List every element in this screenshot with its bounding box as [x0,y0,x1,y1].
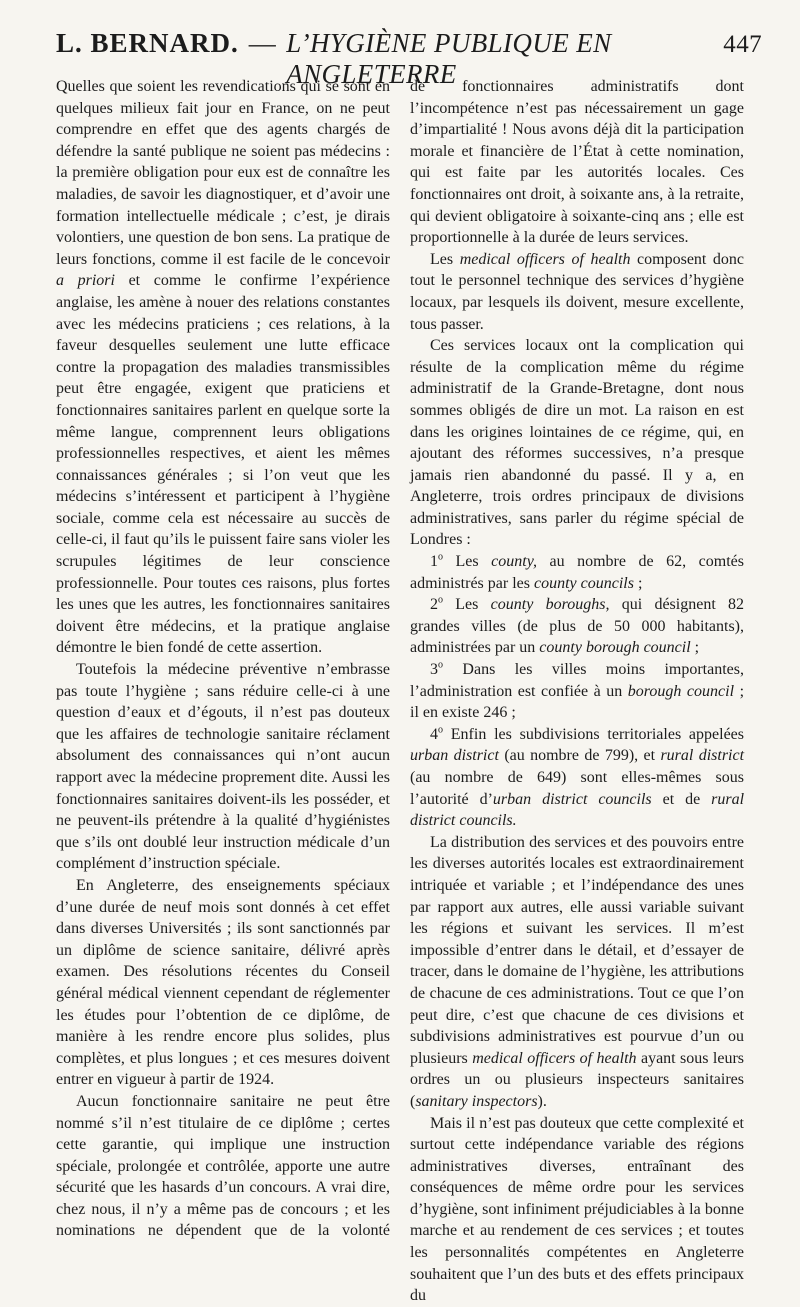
list-item: 3$^o$ Dans les villes moins importantes, l’administration est confiée à un borough council ; il en existe 246 ; [410,659,745,722]
list-item: 4$^o$ Enfin les subdivisions territoriales appelées urban district (au nombre de 799), et rural district (au nombre de 649) sont elles-mêmes sous l’autorité d’urban district councils et de rural district councils. [410,724,745,830]
left-column [56,76,390,1242]
right-column [410,76,744,1307]
paragraph: Aucun fonctionnaire sanitaire ne peut être nommé s’il n’est titulaire de ce diplôme ; certes cette garantie, qui implique une instruction spéciale, prolongée et contrôlée, apporte une autre sécurité que les hasards d’un concours. A vrai dire, chez nous, il n’y a même pas de concours ; et les nominations ne dépendent que de la volonté [56,1092,390,1240]
paragraph: En Angleterre, des enseignements spéciaux d’une durée de neuf mois sont donnés à cet effet dans diverses Universités ; ils sont sanctionnés par un diplôme de science sanitaire, délivré après examen. Des résolutions récentes du Conseil général médical viennent cependant de réglementer les études pour l’obtention de ce diplôme, de manière à les rendre encore plus solides, plus complètes, et plus longues ; et ces mesures doivent entrer en vigueur à partir de 1924. [56,876,390,1089]
paragraph: Quelles que soient les revendications qui se sont en quelques milieux fait jour en France, on ne peut comprendre en effet que des agents chargés de défendre la santé publique ne soient pas médecins : la première obligation pour eux est de connaître les maladies, de savoir les diagnostiquer, et d’avoir une formation intellectuelle médicale ; c’est, je dirais volontiers, une question de bon sens. La pratique de leurs fonctions, comme il est facile de le concevoir a priori et comme le confirme l’expérience anglaise, les amène à nouer des relations constantes avec les médecins praticiens ; ces relations, à la faveur desquelles seulement une lutte efficace contre la propagation des maladies transmissibles peut être engagée, exigent que praticiens et fonctionnaires sanitaires parlent en quelque sorte la même langue, comprennent leurs obligations professionnelles respectives, et aient les mêmes connaissances générales ; si l’on veut que les médecins s’intéressent et participent à l’hygiène sociale, comme cela est nécessaire au succès de celle-ci, il faut qu’ils le puissent faire sans violer les scrupules légitimes de leur conscience professionnelle. Pour toutes ces raisons, plus fortes les unes que les autres, les fonctionnaires sanitaires doivent être médecins, et la pratique anglaise démontre le bien fondé de cette assertion. [56,78,390,657]
header-author: L. BERNARD. [56,28,239,58]
list-item: 1$^o$ Les county, au nombre de 62, comtés administrés par les county councils ; [410,551,744,592]
paragraph: de fonctionnaires administratifs dont l’incompétence n’est pas nécessairement un gage d’impartialité ! Nous avons déjà dit la participation morale et financière de l’État à cette nomination, qui est faite par les autorités locales. Ces fonctionnaires ont droit, à soixante ans, à la retraite, qui devient obligatoire à soixante-cinq ans ; elle est proportionnelle à la durée de leurs services. [410,78,744,247]
paragraph: Les medical officers of health composent donc tout le personnel technique des services d’hygiène locaux, par lesquels ils doivent, mesure excellente, tous passer. [410,250,745,333]
header-separator: — [248,28,277,58]
paragraph: Ces services locaux ont la complication qui résulte de la complication même du régime administratif de la Grande-Bretagne, dont nous sommes obligés de dire un mot. La raison en est dans les origines lointaines de ce régime, qui, en ajoutant des réformes successives, n’a presque jamais rien abandonné du passé. Il y a, en Angleterre, trois ordres principaux de divisions administratives, sans parler du régime spécial de Londres : [410,337,744,549]
list-item: 2$^o$ Les county boroughs, qui désignent 82 grandes villes (de plus de 50 000 habitants), administrées par un county borough council ; [410,594,745,657]
header-title: L’HYGIÈNE PUBLIQUE EN ANGLETERRE [286,28,612,89]
page-number: 447 [723,31,762,58]
paragraph: Mais il n’est pas douteux que cette complexité et surtout cette indépendance variable des régions administratives diverses, entraînant des conséquences de même ordre pour les services d’hygiène, sont infiniment préjudiciables à la bonne marche et au rendement de ces services ; et toutes les personnalités compétentes en Angleterre souhaitent que l’un des buts et des effets principaux du [410,1114,744,1305]
paragraph: Toutefois la médecine préventive n’embrasse pas toute l’hygiène ; sans réduire celle-ci à une question d’eaux et d’égouts, il n’est pas douteux que les affaires de technologie sanitaire réclament absolument des connaissances qui n’ont aucun rapport avec la médecine proprement dite. Aussi les fonctionnaires sanitaires doivent-ils les posséder, et ne peuvent-ils prétendre à la qualité d’hygiénistes que s’ils ont doublé leur instruction médicale d’un complément d’instruction spéciale. [56,661,390,873]
running-header [56,28,762,89]
paragraph: La distribution des services et des pouvoirs entre les diverses autorités locales est extraordinairement intriquée et variable ; et l’indépendance des unes par rapport aux autres, elle aussi variable suivant les régions et suivant les services. Il m’est impossible d’entrer dans le détail, et d’essayer de tracer, dans le domaine de l’hygiène, les attributions de chacune de ces administrations. Tout ce que l’on peut dire, c’est que chacune de ces divisions et subdivisions administratives est pourvue d’un ou plusieurs medical officers of health ayant sous leurs ordres un ou plusieurs inspecteurs sanitaires (sanitary inspectors). [410,833,745,1110]
